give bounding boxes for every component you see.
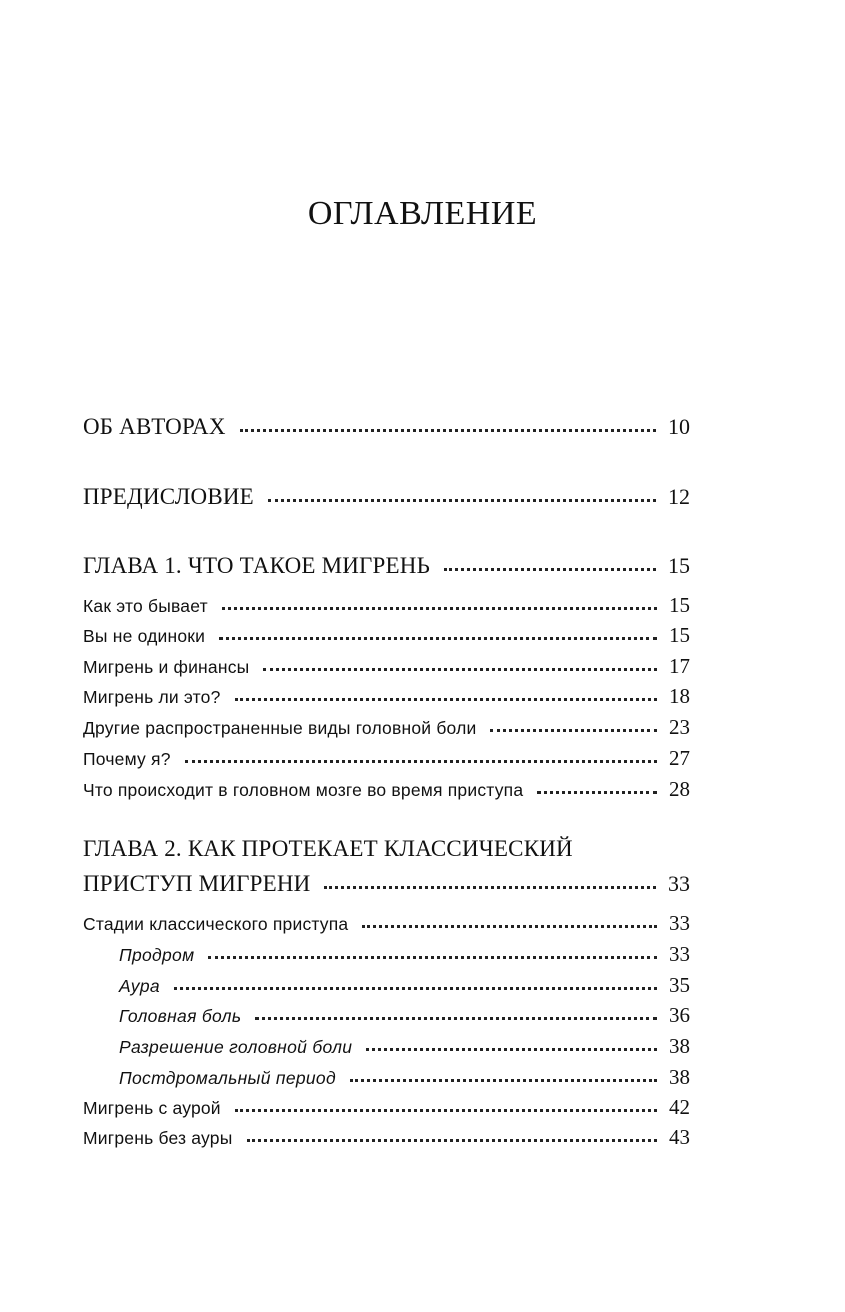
toc-page-number: 38 [669, 1034, 690, 1058]
toc-entry-label: ГЛАВА 1. ЧТО ТАКОЕ МИГРЕНЬ [83, 553, 430, 578]
toc-entry-label: ОБ АВТОРАХ [83, 414, 226, 439]
toc-page-number: 18 [669, 684, 690, 708]
toc-page-number: 43 [669, 1125, 690, 1149]
dot-leader [362, 925, 657, 928]
toc-section-entry [83, 777, 690, 802]
toc-chapter-entry [83, 871, 690, 897]
dot-leader [219, 637, 657, 640]
dot-leader [350, 1079, 657, 1082]
dot-leader [235, 698, 657, 701]
toc-entry-label: Продром [119, 945, 195, 965]
toc-section-entry [83, 654, 690, 679]
toc-page-number: 33 [669, 942, 690, 966]
dot-leader [255, 1017, 657, 1020]
toc-section-entry [83, 623, 690, 648]
dot-leader [324, 886, 656, 889]
toc-section-entry [83, 1125, 690, 1150]
toc-subsection-entry [83, 973, 690, 998]
dot-leader [444, 568, 656, 571]
dot-leader [366, 1048, 657, 1051]
toc-entry-label: Другие распространенные виды головной боли [83, 718, 477, 738]
toc-entry-label: ПРИСТУП МИГРЕНИ [83, 871, 311, 896]
toc-page-number: 28 [669, 777, 690, 801]
toc-entry-label: Мигрень ли это? [83, 687, 221, 707]
toc-entry-label: Мигрень с аурой [83, 1098, 221, 1118]
dot-leader [537, 791, 657, 794]
toc-entry-label: Почему я? [83, 749, 171, 769]
toc-subsection-entry [83, 1065, 690, 1090]
toc-page-number: 36 [669, 1003, 690, 1027]
toc-entry-label: Аура [119, 976, 160, 996]
toc-page-number: 17 [669, 654, 690, 678]
dot-leader [268, 499, 656, 502]
dot-leader [240, 429, 656, 432]
toc-entry-label: Головная боль [119, 1006, 242, 1026]
toc-entry-label: Вы не одиноки [83, 626, 206, 646]
toc-page-number: 27 [669, 746, 690, 770]
toc-entry [83, 414, 690, 440]
dot-leader [490, 729, 657, 732]
toc-section-entry [83, 1095, 690, 1120]
toc-page-number: 33 [669, 911, 690, 935]
toc-entry-label: Что происходит в головном мозге во время приступа [83, 780, 524, 800]
toc-page-number: 23 [669, 715, 690, 739]
toc-entry-label: ПРЕДИСЛОВИЕ [83, 484, 254, 509]
toc-entry-label: Разрешение головной боли [119, 1037, 353, 1057]
toc-page-number: 35 [669, 973, 690, 997]
toc-section-entry [83, 715, 690, 740]
toc-page-number: 15 [669, 593, 690, 617]
toc-page-number: 42 [669, 1095, 690, 1119]
toc-page-number: 10 [668, 414, 690, 439]
toc-section-entry [83, 746, 690, 771]
dot-leader [222, 607, 657, 610]
toc-entry-label: Мигрень и финансы [83, 657, 250, 677]
toc-page-number: 15 [669, 623, 690, 647]
toc-entry-label: Постдромальный период [119, 1068, 336, 1088]
toc-entry-label: Как это бывает [83, 596, 208, 616]
dot-leader [263, 668, 657, 671]
page-title: ОГЛАВЛЕНИЕ [307, 195, 538, 232]
dot-leader [247, 1139, 657, 1142]
dot-leader [185, 760, 657, 763]
toc-subsection-entry [83, 1003, 690, 1028]
toc-page-number: 12 [668, 484, 690, 509]
toc-section-entry [83, 593, 690, 618]
toc-chapter-title-line: ГЛАВА 2. КАК ПРОТЕКАЕТ КЛАССИЧЕСКИЙ [83, 836, 573, 861]
toc-entry-label: Мигрень без ауры [83, 1128, 233, 1148]
toc-page-number: 33 [668, 871, 690, 896]
dot-leader [208, 956, 657, 959]
toc-entry-label: Стадии классического приступа [83, 914, 349, 934]
toc-page-number: 38 [669, 1065, 690, 1089]
toc-entry [83, 484, 690, 510]
toc-section-entry [83, 684, 690, 709]
toc-section-entry [83, 911, 690, 936]
dot-leader [235, 1109, 657, 1112]
dot-leader [174, 987, 657, 990]
toc-chapter-entry [83, 553, 690, 579]
toc-subsection-entry [83, 1034, 690, 1059]
toc-page-number: 15 [668, 553, 690, 578]
toc-subsection-entry [83, 942, 690, 967]
